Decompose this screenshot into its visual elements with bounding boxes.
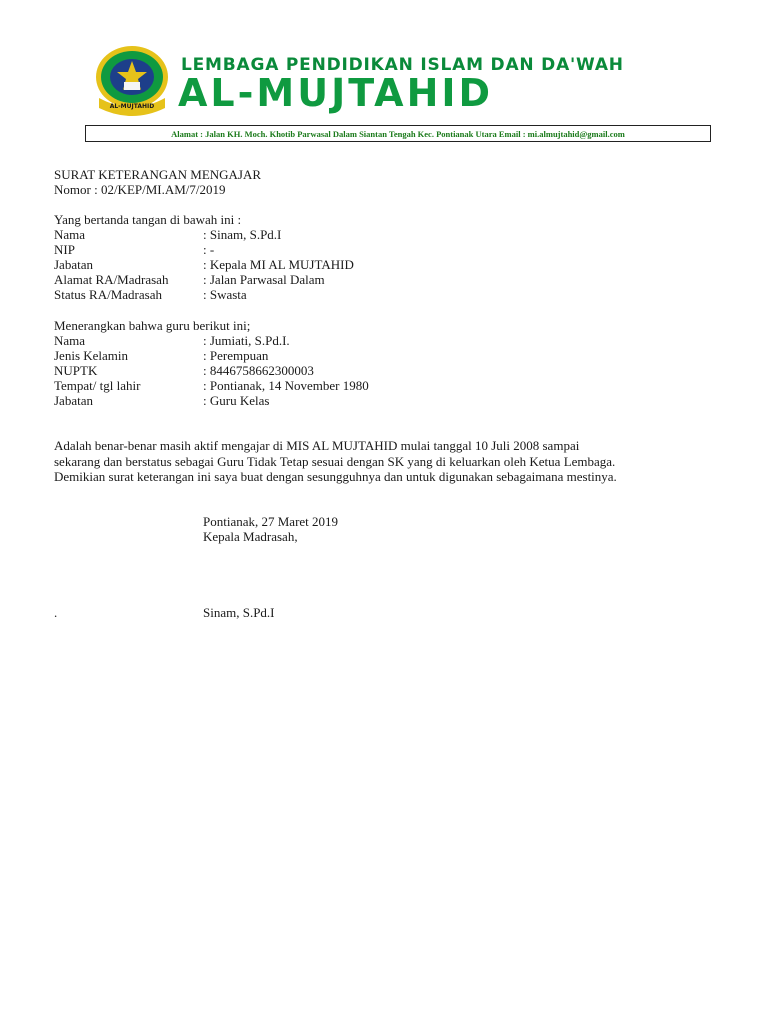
letter-number: Nomor : 02/KEP/MI.AM/7/2019 — [54, 182, 226, 197]
body-line: Demikian surat keterangan ini saya buat dengan sesungguhnya dan untuk digunakan sebagaimana mestinya. — [54, 469, 617, 484]
logo-text: AL-MUJTAHID — [109, 103, 155, 110]
field-value: : Perempuan — [203, 348, 269, 363]
teacher-intro: Menerangkan bahwa guru berikut ini; — [54, 318, 251, 333]
field-label: Jenis Kelamin — [54, 348, 129, 363]
institution-logo-icon — [93, 44, 171, 116]
field-value: : 8446758662300003 — [203, 363, 314, 378]
institution-name-line1: LEMBAGA PENDIDIKAN ISLAM DAN DA'WAH — [181, 55, 624, 75]
field-value: : Jumiati, S.Pd.I. — [203, 333, 290, 348]
body-line: Adalah benar-benar masih aktif mengajar di MIS AL MUJTAHID mulai tanggal 10 Juli 2008 sampai — [54, 438, 580, 453]
left-mark: . — [54, 605, 58, 620]
institution-name-line2: AL-MUJTAHID — [178, 71, 494, 115]
signer-name: Sinam, S.Pd.I — [203, 605, 275, 620]
field-value: : - — [203, 242, 215, 257]
address-text: Alamat : Jalan KH. Moch. Khotib Parwasal Dalam Siantan Tengah Kec. Pontianak Utara Email : mi.almujtahid@gmail.com — [171, 128, 625, 139]
body-line: sekarang dan berstatus sebagai Guru Tidak Tetap sesuai dengan SK yang di keluarkan oleh Ketua Lembaga. — [54, 454, 616, 469]
field-label: Jabatan — [54, 257, 93, 272]
signer-intro: Yang bertanda tangan di bawah ini : — [54, 212, 242, 227]
signer-title: Kepala Madrasah, — [203, 529, 298, 544]
field-label: Tempat/ tgl lahir — [54, 378, 141, 393]
field-value: : Jalan Parwasal Dalam — [203, 272, 325, 287]
field-label: NUPTK — [54, 363, 98, 378]
field-value: : Pontianak, 14 November 1980 — [203, 378, 369, 393]
letter-title: SURAT KETERANGAN MENGAJAR — [54, 167, 262, 182]
field-label: NIP — [54, 242, 75, 257]
field-label: Alamat RA/Madrasah — [54, 272, 169, 287]
field-value: : Sinam, S.Pd.I — [203, 227, 282, 242]
field-value: : Guru Kelas — [203, 393, 270, 408]
field-label: Jabatan — [54, 393, 93, 408]
field-label: Nama — [54, 333, 86, 348]
field-value: : Kepala MI AL MUJTAHID — [203, 257, 354, 272]
place-date: Pontianak, 27 Maret 2019 — [203, 514, 339, 529]
address-box — [85, 125, 711, 142]
field-value: : Swasta — [203, 287, 247, 302]
field-label: Status RA/Madrasah — [54, 287, 162, 302]
field-label: Nama — [54, 227, 86, 242]
